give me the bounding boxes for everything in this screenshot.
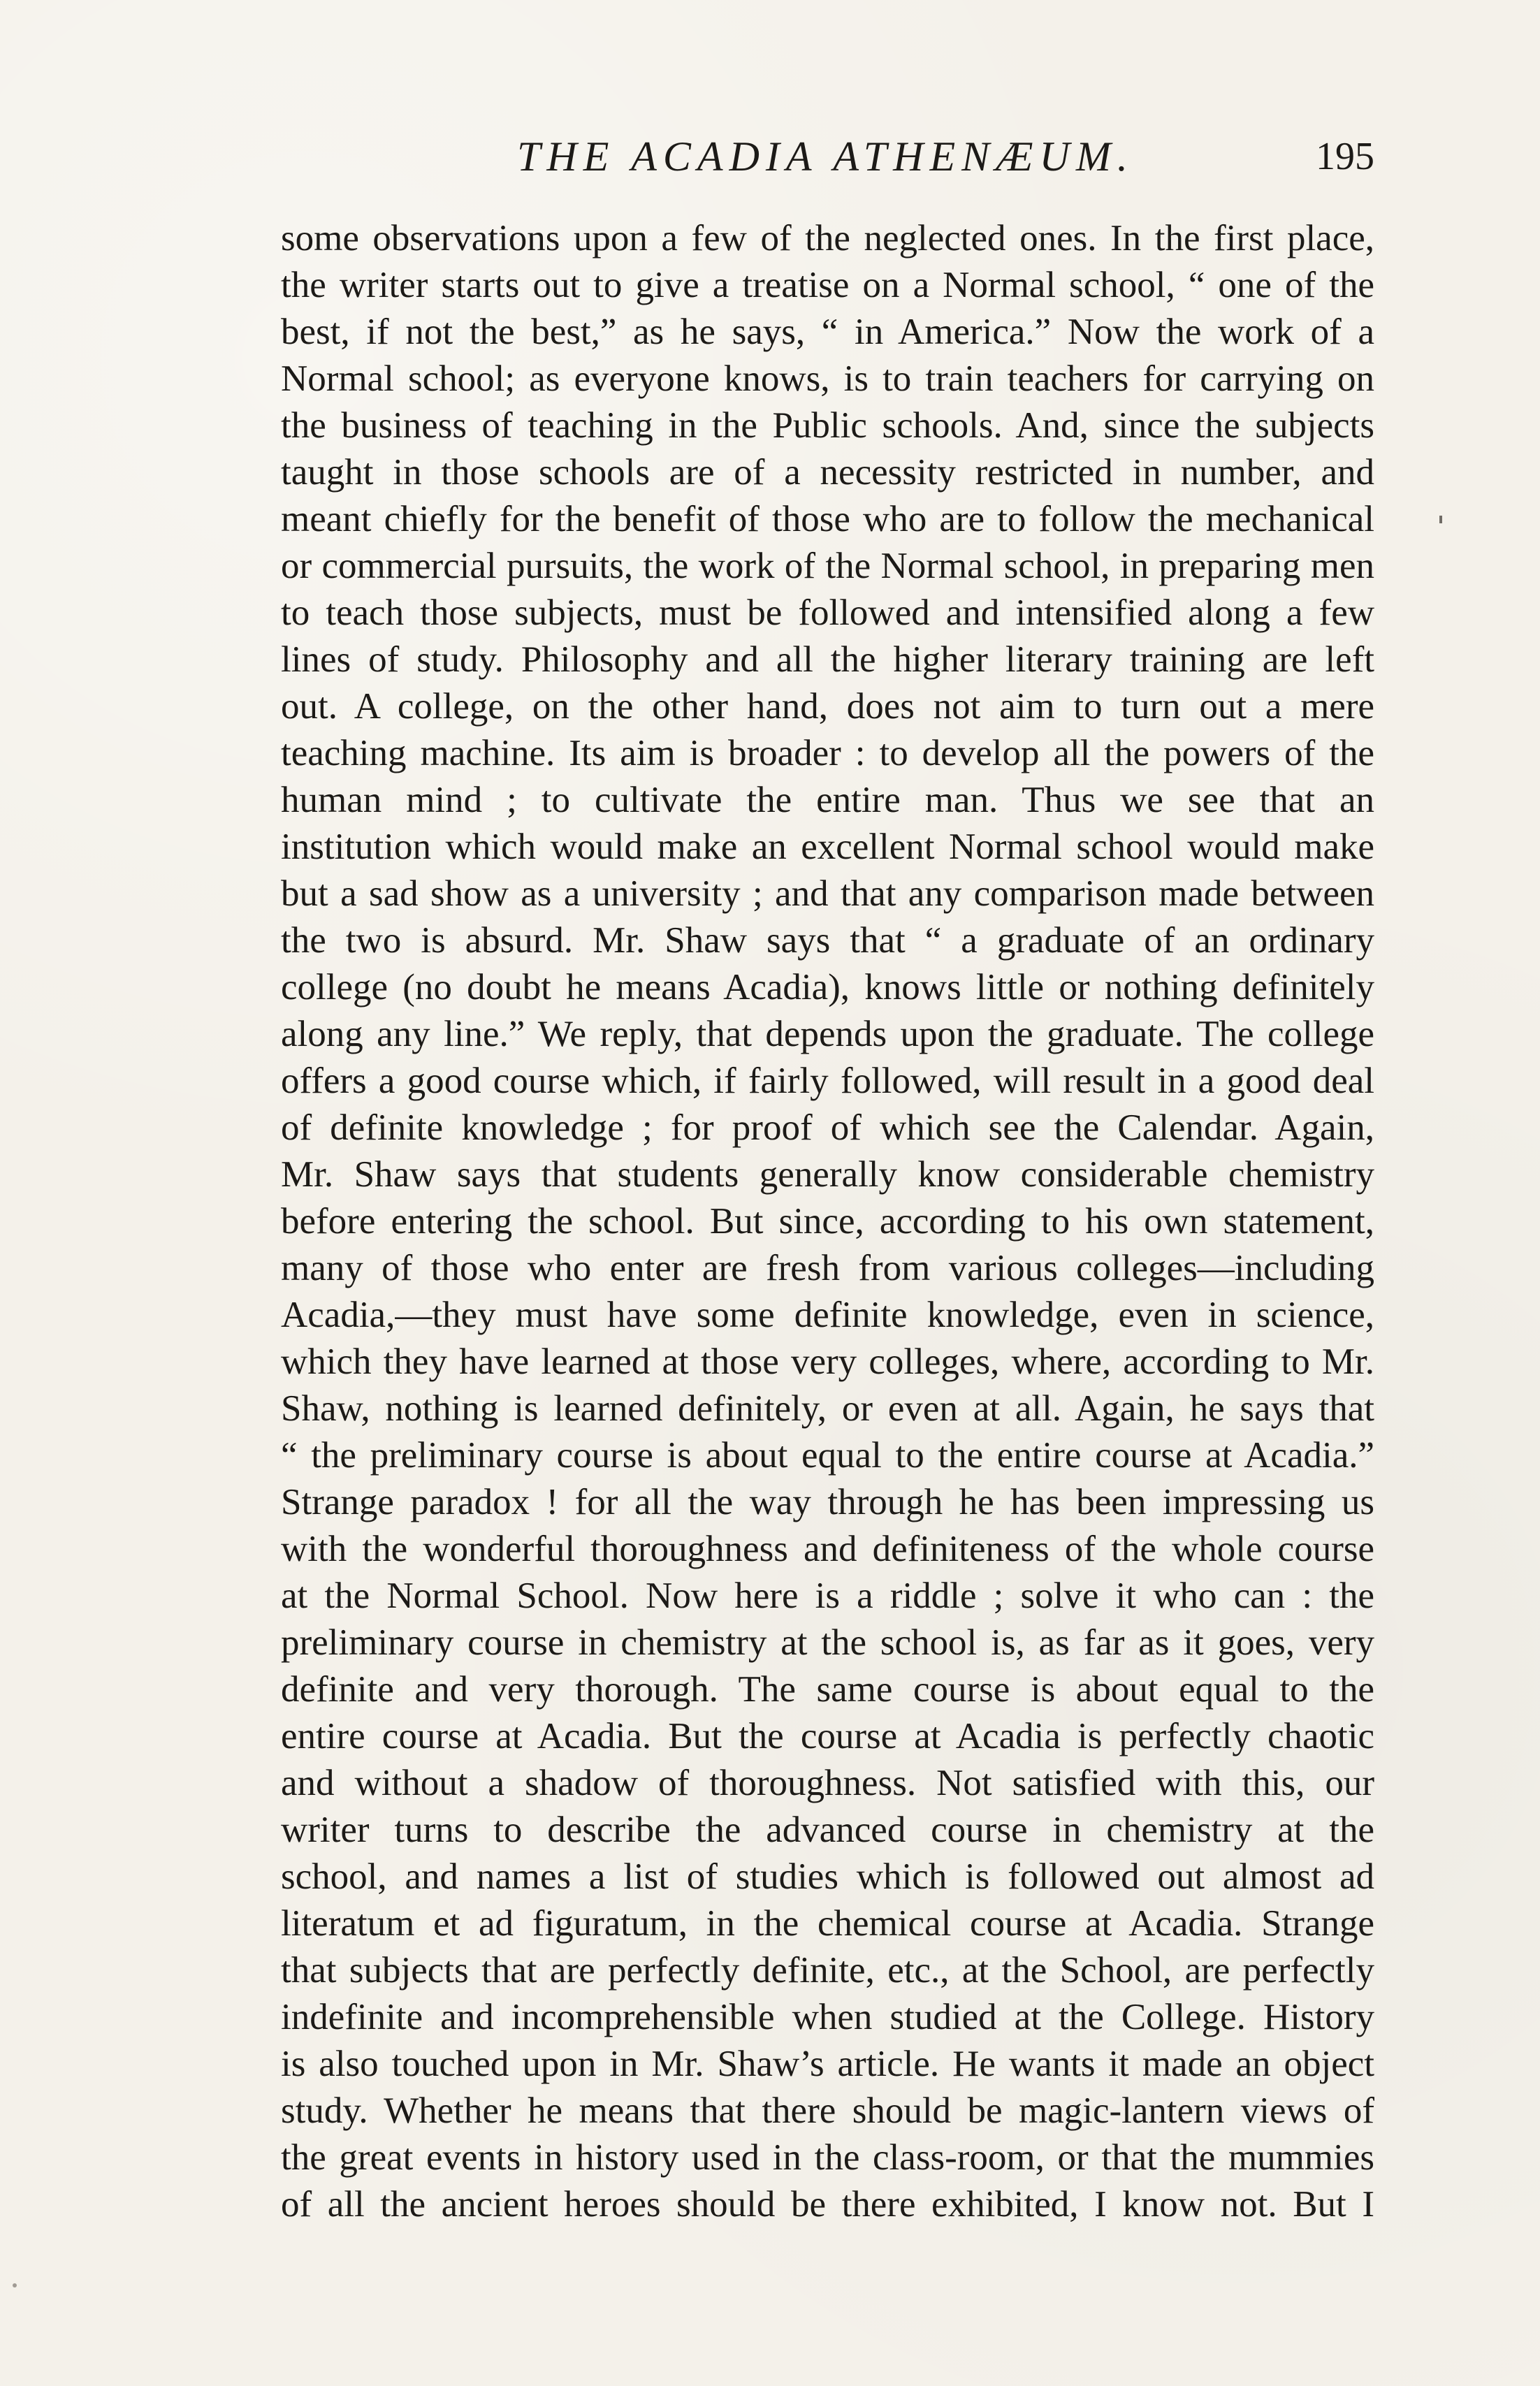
text-line: human mind ; to cultivate the entire man. Thus we see that an [281, 780, 1374, 820]
text-line: the business of teaching in the Public schools. And, since the subjects [281, 405, 1374, 446]
text-line: to teach those subjects, must be followed and intensified along a few [281, 592, 1374, 633]
margin-mark [1439, 516, 1442, 523]
text-line: institution which would make an excellent Normal school would make [281, 827, 1374, 867]
text-line: “ the preliminary course is about equal to the entire course at Acadia.” [281, 1435, 1374, 1476]
text-line: taught in those schools are of a necessity restricted in number, and [281, 452, 1374, 493]
margin-mark [13, 2283, 17, 2287]
text-line: entire course at Acadia. But the course at Acadia is perfectly chaotic [281, 1716, 1374, 1756]
text-line: Mr. Shaw says that students generally know considerable chemistry [281, 1154, 1374, 1195]
text-line: with the wonderful thoroughness and definiteness of the whole course [281, 1529, 1374, 1569]
page-number: 195 [1316, 135, 1374, 178]
text-line: Normal school; as everyone knows, is to train teachers for carrying on [281, 358, 1374, 399]
text-line: of definite knowledge ; for proof of which see the Calendar. Again, [281, 1107, 1374, 1148]
text-line: and without a shadow of thoroughness. Not satisfied with this, our [281, 1763, 1374, 1803]
journal-title: THE ACADIA ATHENÆUM. [517, 133, 1134, 180]
text-line: offers a good course which, if fairly followed, will result in a good deal [281, 1061, 1374, 1101]
text-line: best, if not the best,” as he says, “ in America.” Now the work of a [281, 312, 1374, 352]
text-line: at the Normal School. Now here is a riddle ; solve it who can : the [281, 1576, 1374, 1616]
text-line: school, and names a list of studies which is followed out almost ad [281, 1856, 1374, 1897]
text-line: lines of study. Philosophy and all the higher literary training are left [281, 639, 1374, 680]
text-line: college (no doubt he means Acadia), knows little or nothing definitely [281, 967, 1374, 1007]
text-line: some observations upon a few of the neglected ones. In the first place, [281, 218, 1374, 259]
text-line: which they have learned at those very colleges, where, according to Mr. [281, 1341, 1374, 1382]
text-line: study. Whether he means that there should be magic-lantern views of [281, 2090, 1374, 2131]
text-line: that subjects that are perfectly definite, etc., at the School, are perfectly [281, 1950, 1374, 1991]
text-line: meant chiefly for the benefit of those who are to follow the mechanical [281, 499, 1374, 539]
text-line: preliminary course in chemistry at the school is, as far as it goes, very [281, 1622, 1374, 1663]
running-header [281, 124, 1374, 189]
text-line: the two is absurd. Mr. Shaw says that “ a graduate of an ordinary [281, 920, 1374, 961]
text-line: writer turns to describe the advanced course in chemistry at the [281, 1810, 1374, 1850]
text-line: Shaw, nothing is learned definitely, or even at all. Again, he says that [281, 1388, 1374, 1429]
text-line: along any line.” We reply, that depends upon the graduate. The college [281, 1014, 1374, 1054]
text-line: out. A college, on the other hand, does not aim to turn out a mere [281, 686, 1374, 727]
text-line: the great events in history used in the class-room, or that the mummies [281, 2137, 1374, 2178]
text-line: indefinite and incomprehensible when studied at the College. History [281, 1997, 1374, 2037]
text-line: or commercial pursuits, the work of the Normal school, in preparing men [281, 546, 1374, 586]
text-line: of all the ancient heroes should be there exhibited, I know not. But I [281, 2184, 1374, 2225]
text-line: Strange paradox ! for all the way through he has been impressing us [281, 1482, 1374, 1522]
text-line: definite and very thorough. The same course is about equal to the [281, 1669, 1374, 1710]
text-line: before entering the school. But since, according to his own statement, [281, 1201, 1374, 1242]
text-line: Acadia,—they must have some definite knowledge, even in science, [281, 1295, 1374, 1335]
text-line: many of those who enter are fresh from various colleges—including [281, 1248, 1374, 1288]
text-line: teaching machine. Its aim is broader : to develop all the powers of the [281, 733, 1374, 773]
text-line: the writer starts out to give a treatise on a Normal school, “ one of the [281, 265, 1374, 305]
text-line: is also touched upon in Mr. Shaw’s article. He wants it made an object [281, 2044, 1374, 2084]
text-line: literatum et ad figuratum, in the chemical course at Acadia. Strange [281, 1903, 1374, 1944]
body-text [281, 215, 1374, 2225]
text-line: but a sad show as a university ; and that any comparison made between [281, 873, 1374, 914]
